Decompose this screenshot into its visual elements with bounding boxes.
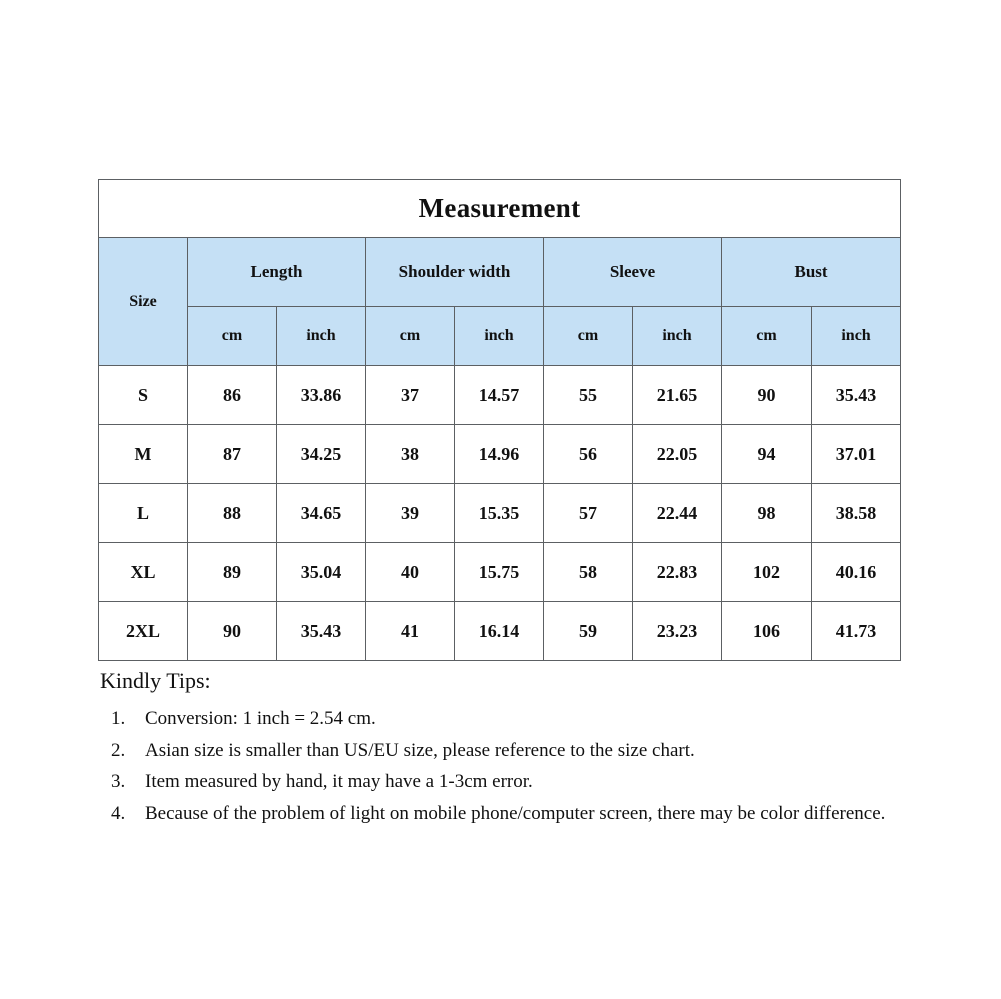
cell-size: M <box>99 425 188 484</box>
cell-size: L <box>99 484 188 543</box>
cell-sleeve-cm: 55 <box>544 366 633 425</box>
cell-sleeve-cm: 56 <box>544 425 633 484</box>
cell-shoulder-inch: 14.96 <box>455 425 544 484</box>
header-group-bust: Bust <box>722 238 901 307</box>
header-group-length: Length <box>188 238 366 307</box>
cell-length-cm: 86 <box>188 366 277 425</box>
table-row <box>99 602 901 661</box>
table-row <box>99 543 901 602</box>
header-unit-shoulder-inch: inch <box>455 307 544 366</box>
cell-bust-cm: 94 <box>722 425 812 484</box>
header-group-sleeve: Sleeve <box>544 238 722 307</box>
cell-shoulder-inch: 14.57 <box>455 366 544 425</box>
tips-list-item <box>100 799 910 830</box>
table-row <box>99 366 901 425</box>
cell-length-cm: 89 <box>188 543 277 602</box>
header-unit-sleeve-inch: inch <box>633 307 722 366</box>
cell-length-cm: 88 <box>188 484 277 543</box>
cell-sleeve-inch: 22.44 <box>633 484 722 543</box>
cell-size: S <box>99 366 188 425</box>
tips-item-number: 3. <box>111 771 126 792</box>
header-unit-row <box>99 307 901 366</box>
tips-list <box>100 704 910 829</box>
cell-sleeve-inch: 23.23 <box>633 602 722 661</box>
cell-shoulder-cm: 41 <box>366 602 455 661</box>
kindly-tips-section <box>100 666 910 830</box>
tips-list-item <box>100 704 910 735</box>
cell-sleeve-inch: 22.05 <box>633 425 722 484</box>
header-unit-bust-cm: cm <box>722 307 812 366</box>
table-row <box>99 484 901 543</box>
cell-bust-inch: 40.16 <box>812 543 901 602</box>
cell-size: 2XL <box>99 602 188 661</box>
cell-shoulder-inch: 15.35 <box>455 484 544 543</box>
cell-shoulder-cm: 38 <box>366 425 455 484</box>
cell-sleeve-inch: 22.83 <box>633 543 722 602</box>
cell-shoulder-cm: 39 <box>366 484 455 543</box>
cell-bust-cm: 90 <box>722 366 812 425</box>
cell-shoulder-cm: 40 <box>366 543 455 602</box>
cell-bust-inch: 35.43 <box>812 366 901 425</box>
cell-length-inch: 35.04 <box>277 543 366 602</box>
cell-bust-inch: 41.73 <box>812 602 901 661</box>
tips-list-item <box>100 767 910 798</box>
cell-length-inch: 33.86 <box>277 366 366 425</box>
cell-length-inch: 35.43 <box>277 602 366 661</box>
cell-sleeve-inch: 21.65 <box>633 366 722 425</box>
header-group-row <box>99 238 901 307</box>
cell-shoulder-inch: 16.14 <box>455 602 544 661</box>
header-unit-sleeve-cm: cm <box>544 307 633 366</box>
header-unit-shoulder-cm: cm <box>366 307 455 366</box>
tips-item-text: Asian size is smaller than US/EU size, please reference to the size chart. <box>145 739 695 761</box>
tips-item-text: Because of the problem of light on mobile phone/computer screen, there may be color difference. <box>145 802 886 824</box>
tips-item-text: Item measured by hand, it may have a 1-3cm error. <box>145 771 533 792</box>
cell-shoulder-inch: 15.75 <box>455 543 544 602</box>
header-unit-length-cm: cm <box>188 307 277 366</box>
header-unit-length-inch: inch <box>277 307 366 366</box>
cell-bust-inch: 38.58 <box>812 484 901 543</box>
tips-heading: Kindly Tips: <box>100 668 211 693</box>
cell-length-cm: 90 <box>188 602 277 661</box>
cell-shoulder-cm: 37 <box>366 366 455 425</box>
cell-length-inch: 34.65 <box>277 484 366 543</box>
tips-item-number: 2. <box>111 739 126 761</box>
cell-bust-inch: 37.01 <box>812 425 901 484</box>
measurement-title: Measurement <box>99 180 901 238</box>
header-unit-bust-inch: inch <box>812 307 901 366</box>
measurement-table <box>98 179 901 661</box>
cell-sleeve-cm: 58 <box>544 543 633 602</box>
cell-sleeve-cm: 57 <box>544 484 633 543</box>
cell-sleeve-cm: 59 <box>544 602 633 661</box>
cell-bust-cm: 98 <box>722 484 812 543</box>
header-group-shoulder-width: Shoulder width <box>366 238 544 307</box>
header-size: Size <box>99 238 188 366</box>
tips-item-number: 1. <box>111 708 126 729</box>
cell-size: XL <box>99 543 188 602</box>
cell-bust-cm: 102 <box>722 543 812 602</box>
cell-length-cm: 87 <box>188 425 277 484</box>
cell-bust-cm: 106 <box>722 602 812 661</box>
tips-item-number: 4. <box>111 802 126 824</box>
table-row <box>99 425 901 484</box>
measurement-table-container <box>98 179 900 661</box>
table-title-row <box>99 180 901 238</box>
tips-list-item <box>100 736 910 767</box>
tips-item-text: Conversion: 1 inch = 2.54 cm. <box>145 708 376 729</box>
cell-length-inch: 34.25 <box>277 425 366 484</box>
